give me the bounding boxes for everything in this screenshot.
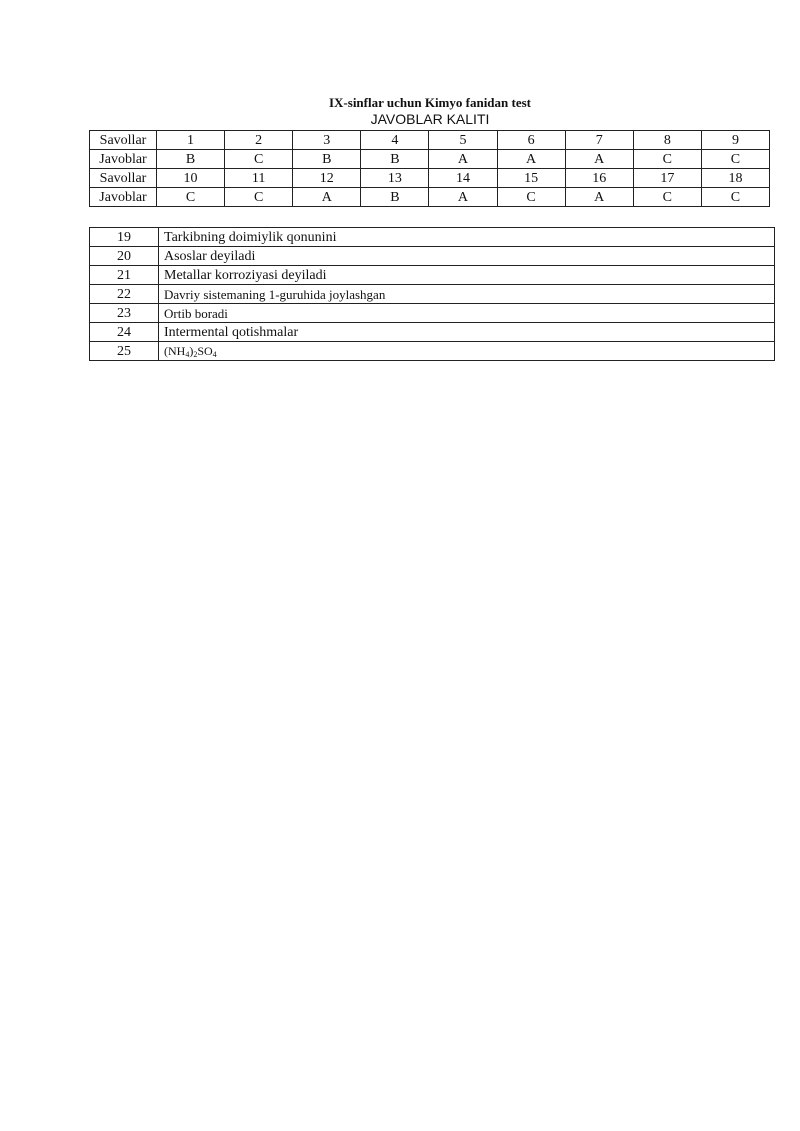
formula-part: ) xyxy=(189,343,194,358)
grid-cell: B xyxy=(293,150,361,169)
row-label: Javoblar xyxy=(90,150,157,169)
row-label: Javoblar xyxy=(90,188,157,207)
table-row xyxy=(90,150,770,169)
chemical-formula xyxy=(159,342,775,361)
grid-cell: 17 xyxy=(633,169,701,188)
answer-key-heading: JAVOBLAR KALITI xyxy=(370,111,490,127)
question-number: 21 xyxy=(90,266,159,285)
table-row xyxy=(90,247,775,266)
answer-text: Ortib boradi xyxy=(159,304,775,323)
grid-cell: A xyxy=(497,150,565,169)
question-number: 23 xyxy=(90,304,159,323)
table-row xyxy=(90,266,775,285)
formula-subscript: 4 xyxy=(212,349,217,359)
question-number: 25 xyxy=(90,342,159,361)
grid-cell: 5 xyxy=(429,131,497,150)
grid-cell: C xyxy=(497,188,565,207)
grid-cell: 11 xyxy=(225,169,293,188)
grid-cell: A xyxy=(429,150,497,169)
formula-part: SO xyxy=(197,343,213,358)
table-row xyxy=(90,169,770,188)
answer-text: Asoslar deyiladi xyxy=(159,247,775,266)
document-title: IX-sinflar uchun Kimyo fanidan test xyxy=(328,95,531,110)
question-number: 24 xyxy=(90,323,159,342)
answer-text: Davriy sistemaning 1-guruhida joylashgan xyxy=(159,285,775,304)
grid-cell: C xyxy=(225,150,293,169)
question-number: 22 xyxy=(90,285,159,304)
grid-cell: C xyxy=(701,188,769,207)
answer-text: Tarkibning doimiylik qonunini xyxy=(159,228,775,247)
table-row xyxy=(90,285,775,304)
grid-cell: A xyxy=(565,150,633,169)
grid-cell: 10 xyxy=(157,169,225,188)
formula-part: (NH xyxy=(164,343,186,358)
table-row xyxy=(90,131,770,150)
question-number: 20 xyxy=(90,247,159,266)
grid-cell: C xyxy=(633,150,701,169)
table-row xyxy=(90,342,775,361)
grid-cell: 18 xyxy=(701,169,769,188)
table-row xyxy=(90,323,775,342)
table-row xyxy=(90,304,775,323)
grid-cell: B xyxy=(361,188,429,207)
grid-cell: 6 xyxy=(497,131,565,150)
grid-cell: 12 xyxy=(293,169,361,188)
grid-cell: 8 xyxy=(633,131,701,150)
grid-cell: C xyxy=(157,188,225,207)
row-label: Savollar xyxy=(90,131,157,150)
grid-cell: 3 xyxy=(293,131,361,150)
grid-cell: 2 xyxy=(225,131,293,150)
grid-cell: B xyxy=(361,150,429,169)
open-answers-table xyxy=(89,227,775,361)
grid-cell: C xyxy=(225,188,293,207)
grid-cell: 4 xyxy=(361,131,429,150)
formula-subscript: 2 xyxy=(193,349,198,359)
table-row xyxy=(90,228,775,247)
grid-cell: 7 xyxy=(565,131,633,150)
grid-cell: A xyxy=(293,188,361,207)
table-row xyxy=(90,188,770,207)
grid-cell: C xyxy=(633,188,701,207)
grid-cell: C xyxy=(701,150,769,169)
answer-grid-table xyxy=(89,130,770,207)
row-label: Savollar xyxy=(90,169,157,188)
grid-cell: 15 xyxy=(497,169,565,188)
grid-cell: A xyxy=(565,188,633,207)
answer-text: Intermental qotishmalar xyxy=(159,323,775,342)
grid-cell: 16 xyxy=(565,169,633,188)
grid-cell: 14 xyxy=(429,169,497,188)
grid-cell: A xyxy=(429,188,497,207)
grid-cell: 1 xyxy=(157,131,225,150)
formula-subscript: 4 xyxy=(185,349,190,359)
answer-text: Metallar korroziyasi deyiladi xyxy=(159,266,775,285)
grid-cell: 13 xyxy=(361,169,429,188)
grid-cell: 9 xyxy=(701,131,769,150)
question-number: 19 xyxy=(90,228,159,247)
grid-cell: B xyxy=(157,150,225,169)
